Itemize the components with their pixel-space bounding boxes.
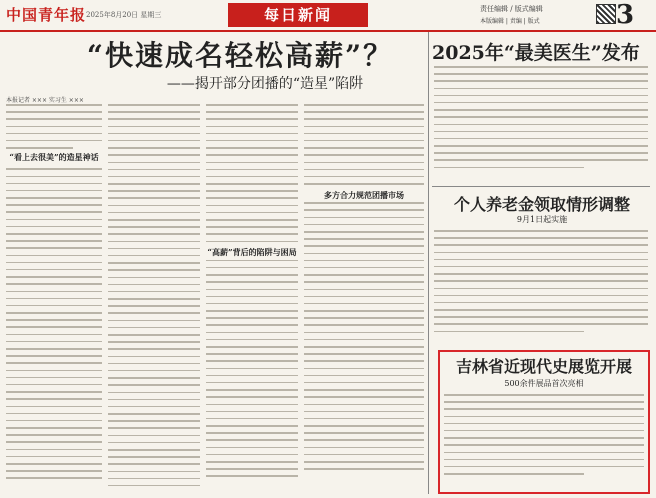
article-column <box>206 104 298 492</box>
story4-body <box>444 394 644 488</box>
section-heading: “高薪”背后的陷阱与困局 <box>207 247 297 257</box>
qr-code-icon <box>596 4 616 24</box>
story2-headline: 2025年“最美医生”发布 <box>432 42 640 64</box>
story2-body <box>434 66 648 182</box>
story-divider <box>432 186 650 187</box>
article-column <box>108 104 200 492</box>
section-heading: “看上去很美”的造星神话 <box>9 152 99 162</box>
story4-headline: 吉林省近现代史展览开展 <box>455 357 632 376</box>
section-heading: 多方合力规范团播市场 <box>324 190 404 200</box>
page-number: 3 <box>616 0 635 30</box>
issue-date: 2025年8月20日 星期三 <box>86 11 162 19</box>
main-byline: 本报记者 ××× 实习生 ××× <box>6 97 84 104</box>
contact-line: 责任编辑 / 版式编辑 <box>480 5 543 13</box>
editor-credits: 本版编辑 | 责编 | 版式 <box>480 18 540 25</box>
newspaper-logo: 中国青年报 <box>6 6 87 24</box>
section-title: 每日新闻 <box>228 3 368 27</box>
main-headline: “快速成名轻松高薪”？ <box>86 39 394 72</box>
column-divider <box>428 32 429 494</box>
main-subheadline: ——揭开部分团播的“造星”陷阱 <box>166 76 364 92</box>
story3-subheadline: 9月1日起实施 <box>516 215 568 224</box>
story3-body <box>434 230 648 342</box>
story3-headline: 个人养老金领取情形调整 <box>453 195 630 214</box>
masthead <box>0 0 656 32</box>
article-column <box>304 104 424 492</box>
story4-subheadline: 500余件展品首次亮相 <box>504 379 584 388</box>
